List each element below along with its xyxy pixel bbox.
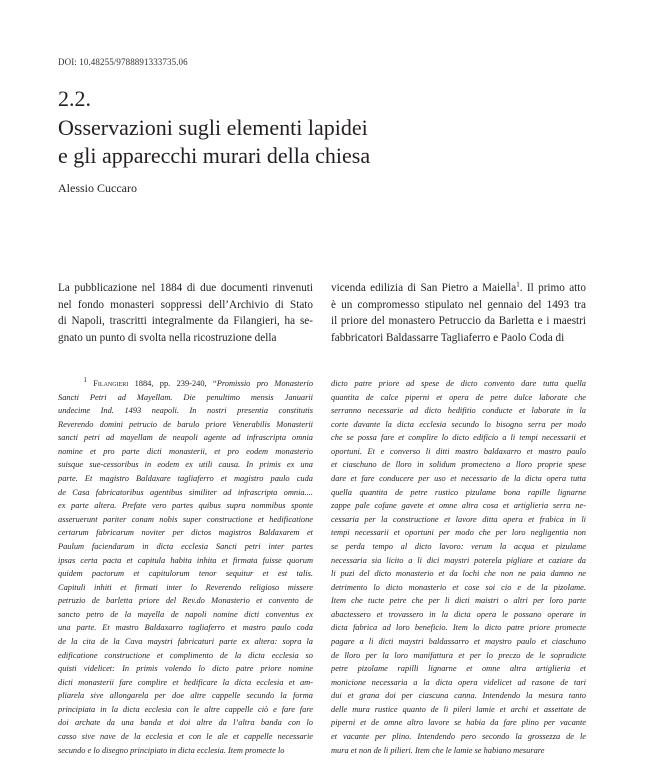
footnote-line: de Casa fabricatoribus agentibus similiter ad infrascripta omnia.... — [58, 487, 313, 497]
body-line: nel fondo monasteri soppressi dell’Archivio di Stato — [58, 298, 313, 311]
footnote-line: certarum fabricarum noviter per dictos magistros Baldaxarem et — [58, 528, 313, 538]
footnote-line: ex parte altera. Prefate vero partes quibus supra nommibus sponte — [58, 501, 313, 511]
footnote-line: dare et fare conducere per uso et necessario de la dicta opera tutta — [331, 474, 586, 484]
footnote-line: pliarela sive allongarela per doe altre cappelle secundo la forma — [58, 691, 313, 701]
chapter-number: 2.2. — [58, 86, 91, 111]
footnote-line: dicti monasterii fare complire et hedificare la dicta ecclesia et am- — [58, 677, 313, 687]
footnote-line: dicto patre priore ad spese de dicto convento dare tutta quella — [331, 379, 586, 388]
footnote-line: petruzio de barletta priore del Rev.do Monasterio et convento de — [58, 596, 313, 606]
footnote-line: che se possa fare et complire lo dicto edificio a li tempi necessarii et — [331, 433, 586, 443]
footnote-number — [58, 379, 93, 388]
chapter-title-line-1: Osservazioni sugli elementi lapidei — [58, 115, 368, 140]
footnote-line: necessaria sia licito a li dici maystri poterela pigliare et caziare da — [331, 555, 586, 565]
footnote-line: piperni et de omne altro lavore se habia da fare plino per vacante — [331, 718, 586, 728]
body-line: fabbricatori Baldassarre Tagliaferro e Paolo Coda di — [331, 331, 565, 344]
footnote-line — [58, 377, 313, 391]
footnote-line: serranno necessarie ad dicto hedifitio conducte et laborate in la — [331, 406, 586, 416]
footnote-line: principiata in la dicta ecclesia con le altre cappelle ciò e fare fare — [58, 704, 313, 714]
footnote-column-right — [331, 377, 586, 757]
chapter-title-line-2: e gli apparecchi murari della chiesa — [58, 143, 371, 168]
footnote-line: asseruerunt pariter conam nobis super constructione et hedificatione — [58, 514, 313, 524]
footnote-line: quantita de calce piperni et opera de petre dulce laborate che — [331, 392, 586, 402]
footnote-number-mark: 1 — [83, 377, 87, 385]
body-column-left — [58, 280, 313, 346]
body-line — [331, 280, 586, 297]
body-text: vicenda edilizia di San Pietro a Maiella — [331, 282, 517, 294]
footnote-reference[interactable]: 1 — [516, 280, 520, 289]
body-text: . Il primo atto — [519, 282, 586, 294]
footnote-author: Filangieri — [93, 379, 129, 388]
footnote-line: petre pizolame rapilli lignarne et omne altra artiglieria et — [331, 664, 586, 674]
footnote-line: casso sive nave de la ecclesia et con le ale et cappelle necessarie — [58, 732, 313, 742]
footnote-line: se perda tempo al dicto lavoro: verum la acqua et pizulame — [331, 541, 586, 551]
footnote-line: et ciaschuno de lloro in solidum promecteno a lloro proprie spese — [331, 460, 586, 470]
footnote-line: monicione necessaria a la dicta opera videlicet ad rasone de tari — [331, 677, 586, 687]
footnote-line: et vacante per plino. Intendendo pero secondo la grossezza de le — [331, 732, 586, 742]
footnote-line: ipsas certa pacta et capitula habita inhita et firmata fuisse quorum — [58, 555, 313, 565]
footnote-line: sancto petro de la mayella de napoli nomine dicti conventus ex — [58, 609, 313, 619]
footnote-line: undecime Ind. 1493 neapoli. In nostri presentia constitutis — [58, 406, 313, 416]
footnote-line: oportuni. Et e converso li ditti mastro baldaxarro et mastro paulo — [331, 446, 586, 456]
footnote-line: secundo e lo disegno principiato in dicta ecclesia. Item promecte lo — [58, 745, 285, 755]
footnote-line: una parte. Et mastro Baldaxarro tagliaferro et mastro paulo coda — [58, 623, 313, 633]
footnote-line: de lloro per la loro manifattura et per lo preczo de le sopradicte — [331, 650, 586, 660]
footnote-line: cessaria per la constructione et lavore ditta opera et frabica in li — [331, 514, 586, 524]
footnote-line: Reverendo domini petrucio de barulo priore Venerabilis Monasterii — [58, 419, 313, 429]
footnote-line: delle mura rustice quanto de li pileri lamie et archi et assettate de — [331, 704, 586, 714]
body-line: di Napoli, trascritti integralmente da Filangieri, ha se- — [58, 315, 313, 328]
author-name: Alessio Cuccaro — [58, 181, 137, 195]
footnote-line: quidem pactorum et capitulorum tenor sequitur et est talis. — [58, 569, 313, 579]
footnote-line: detrimento lo dicto monasterio et cose soi cio e de la pizolame. — [331, 582, 586, 592]
footnote-line: mura et non de li pilieri. Item che le lamie se habiano mesurare — [331, 745, 545, 755]
footnote-line: tempi necessarii et oportuni per modo che per loro negligentia non — [331, 528, 586, 538]
body-line: è un compromesso stipulato nel gennaio del 1493 tra — [331, 298, 586, 311]
footnote-line: Item che tucte petre che per li dicti maistri o altri per loro parte — [331, 596, 586, 606]
footnote-line: li puzi del dicto monasterio et da lochi che non ne paia damno ne — [331, 569, 586, 579]
footnote-line: quella quantita de petre rustico pizulame bona rapille lignarne — [331, 487, 586, 497]
body-line: il priore del monastero Petruccio da Barletta e i maestri — [331, 315, 586, 328]
footnote-line: quisti videlicet: In primis volendo lo dicto patre priore nomine — [58, 664, 313, 674]
footnote-line: corte davante la dicta ecclesia secundo lo bisogno serra per modo — [331, 419, 586, 429]
footnote-line: suisque sue-cessoribus in eodem ex utili causa. In primis ex una — [58, 460, 313, 470]
chapter-title — [58, 114, 578, 170]
body-line: gnato un punto di svolta nella ricostruzione della — [58, 331, 277, 344]
footnote-line: doi archate da una banda et doi altre da l’altra banda con lo — [58, 718, 313, 728]
footnote-line: Capituli inhiti et firmati inter lo Reverendo religioso missere — [58, 582, 313, 592]
footnote-text: Promissio pro Monasterio — [216, 379, 313, 388]
footnote-column-left — [58, 377, 313, 757]
footnote-line: nomine et pro parte dicti monasterii, et pro eodem monasterio — [58, 446, 313, 456]
footnote-line: edificatione constructione et complimento de la dicta ecclesia so — [58, 650, 313, 660]
footnote-line: parte. Et magistro Baldaxare tagliaferro et magistro paulo cuda — [58, 474, 313, 484]
footnote-line: zappe pale cofane gavete et omne altra cosa et artiglieria serra ne- — [331, 501, 586, 511]
body-column-right — [331, 280, 586, 346]
footnote-line: sancti petri ad mayellam de neapoli agente ad infrascripta omnia — [58, 433, 313, 443]
footnote-line: abactessero et trovassero in la dicta opera le possano operare in — [331, 609, 586, 619]
footnote-line: pagare a li dicti maystri baldassarro et maystro paulo et ciaschuno — [331, 636, 586, 646]
footnote-line: Paulum faciendarum in dicta ecclesia Sancti petri inter partes — [58, 541, 313, 551]
body-line: La pubblicazione nel 1884 di due documenti rinvenuti — [58, 282, 313, 294]
footnote-line: de la cita de la Cava maystri fabricaturi parte ex altera: sopra la — [58, 636, 313, 646]
footnote-line: Sancti Petri ad Mayellam. Die penultimo mensis Januarii — [58, 392, 313, 402]
footnote-line: dui et grana doi per ciascuna canna. Intendendo la mesura tanto — [331, 691, 586, 701]
footnote-line: dicta fabrica ad loro beneficio. Item lo dicto patre priore promecte — [331, 623, 586, 633]
footnote-citation: 1884, pp. 239-240, “ — [128, 379, 217, 388]
doi-line: DOI: 10.48255/9788891333735.06 — [58, 57, 188, 67]
